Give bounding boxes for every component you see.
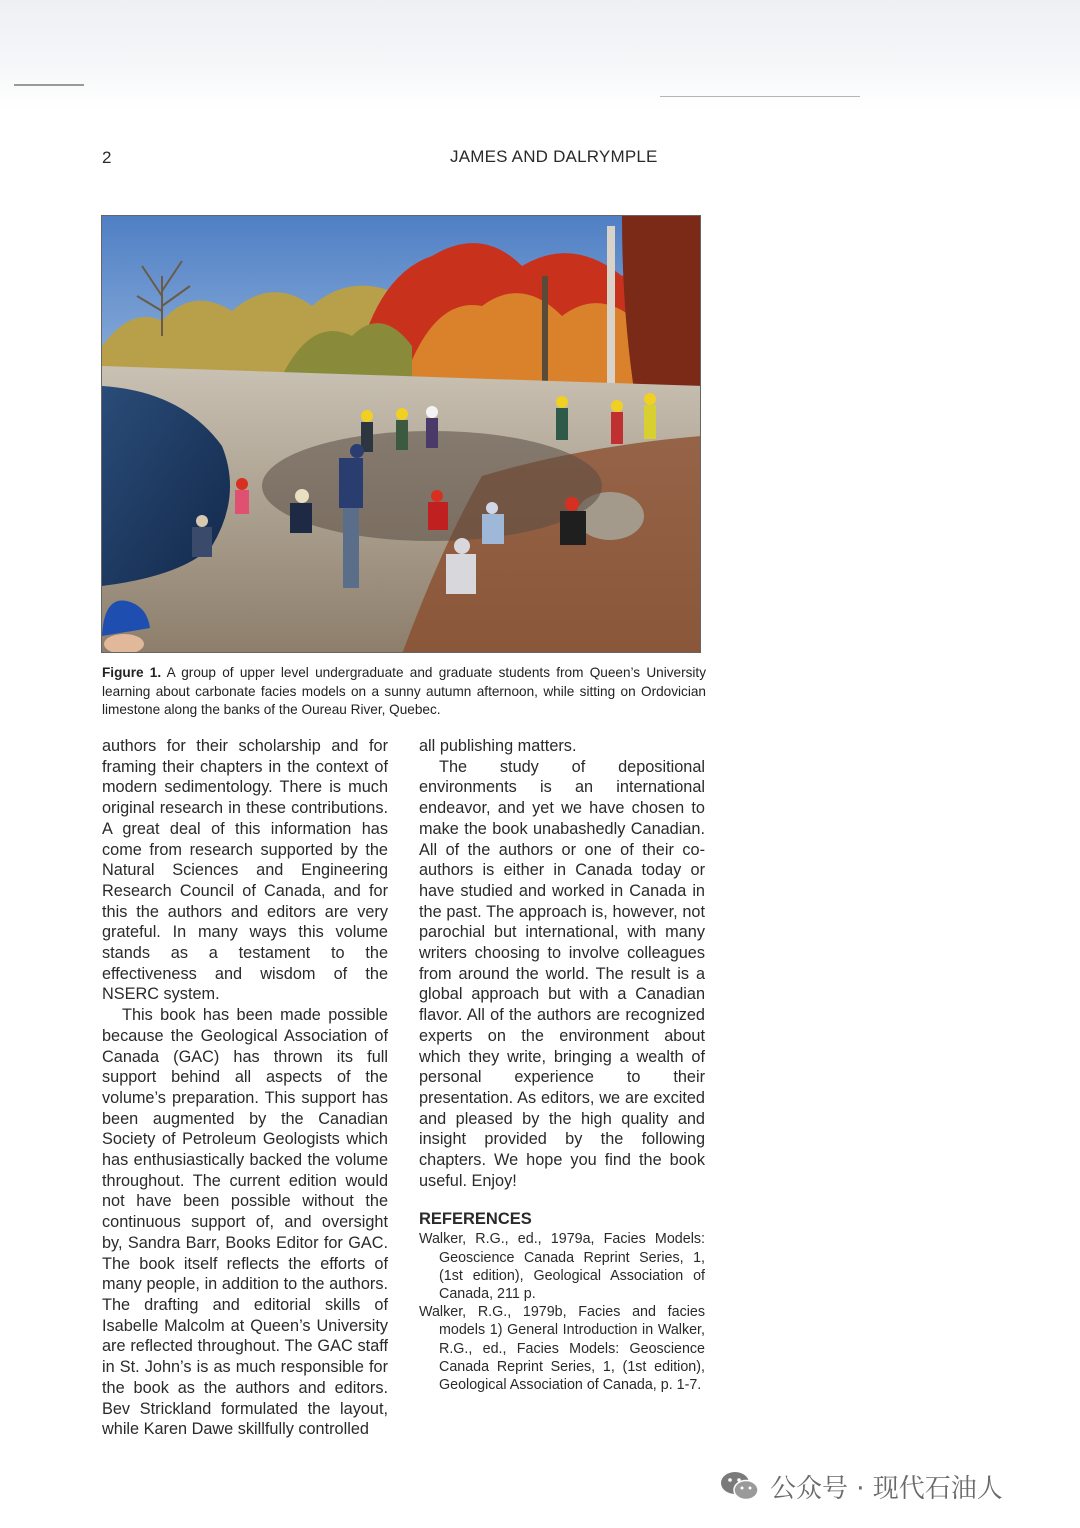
running-head: JAMES AND DALRYMPLE: [450, 147, 658, 166]
paragraph: authors for their scholarship and for framing their chapters in the context of modern sedimentology. There is much original research in these contributions. A great deal of this information has come from research supported by the Natural Sciences and Engineering Research Council of Canada, and for this the authors and editors are very grateful. In many ways this volume stands as a testament to the effectiveness and wisdom of the NSERC system.: [102, 737, 388, 1004]
paragraph: The study of depositional environments is an international endeavor, and yet we have chosen to make the book unabashedly Canadian. All of the authors or one of their co-authors is either in Canada today or have studied and worked in Canada in the past. The approach is, however, not parochial but international, with many writers choosing to involve colleagues from around the world. The result is a global approach but with a Canadian flavor. All of the authors are recognized experts on the environment about which they write, bringing a wealth of personal experience to their presentation. As editors, we are excited and pleased by the high quality and insight provided by the following chapters. We hope you find the book useful. Enjoy!: [419, 757, 705, 1190]
figure-photo: [101, 215, 701, 653]
tree-trunk: [542, 276, 548, 396]
figure-caption-text: A group of upper level undergraduate and graduate students from Queen’s University learning about carbonate facies models on a sunny autumn afternoon, while sitting on Ordovician limestone along the banks of the Oureau River, Quebec.: [102, 665, 707, 717]
references-heading: REFERENCES: [419, 1210, 532, 1229]
paragraph: all publishing matters.: [419, 737, 577, 755]
page-number: 2: [102, 148, 112, 167]
watermark: [720, 1466, 1003, 1506]
wechat-icon: [720, 1469, 760, 1503]
reference-item: Walker, R.G., ed., 1979a, Facies Models: Geoscience Canada Reprint Series, 1, (1st edition), Geological Association of Canada, 211 p.: [419, 1231, 705, 1303]
reference-item: Walker, R.G., 1979b, Facies and facies models 1) General Introduction in Walker, R.G., ed., Facies Models: Geoscience Canada Reprint Series, 1, (1st edition), Geological Association of Canada, p. 1-7.: [419, 1304, 705, 1394]
left-column: [102, 736, 388, 1440]
scan-artifact-line: [14, 84, 84, 86]
figure-caption: [102, 664, 706, 720]
tree-trunk: [607, 226, 615, 406]
watermark-text: 公众号 · 现代石油人: [770, 1473, 1003, 1504]
scan-shadow: [0, 0, 1080, 110]
figure-label: Figure 1.: [102, 665, 162, 680]
paragraph: This book has been made possible because the Geological Association of Canada (GAC) has thrown its full support behind all aspects of the volume’s preparation. This support has been augmented by the Canadian Society of Petroleum Geologists which has enthusiastically backed the volume throughout. The current edition would not have been possible without the continuous support of, and oversight by, Sandra Barr, Books Editor for GAC. The book itself reflects the efforts of many people, in addition to the authors. The drafting and editorial skills of Isabelle Malcolm at Queen’s University are reflected throughout. The GAC staff in St. John’s is as much responsible for the book as the authors and editors. Bev Strickland formulated the layout, while Karen Dawe skillfully controlled: [102, 1006, 388, 1439]
right-column: [419, 736, 705, 1394]
scan-artifact-line: [660, 96, 860, 97]
